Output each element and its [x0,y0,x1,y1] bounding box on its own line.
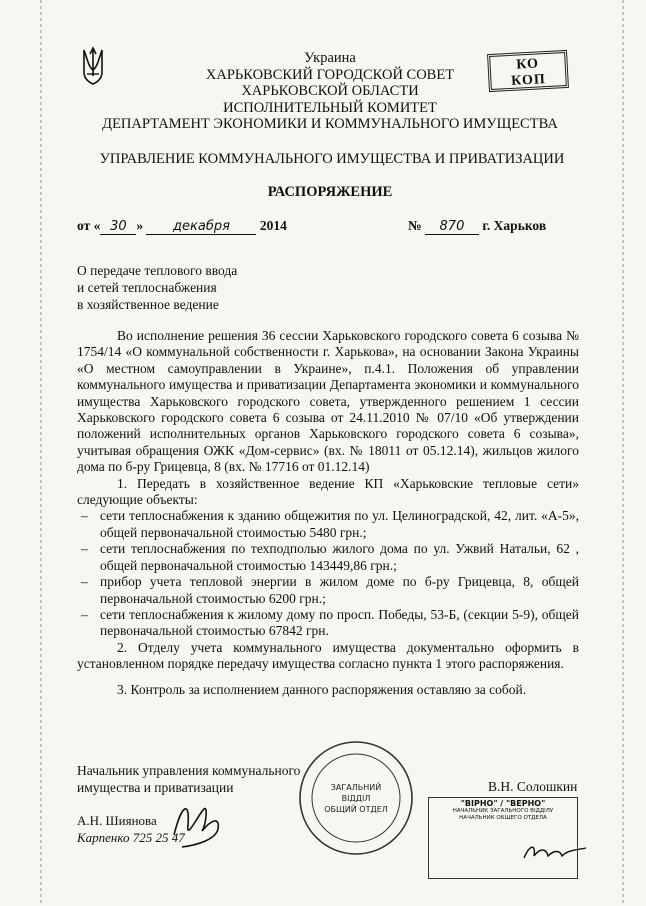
preamble-paragraph: Во исполнение решения 36 сессии Харьковского городского совета 6 созыва № 1754/14 «О коммунальной собственности г. Харькова», на основании Закона Украины «О местном самоуправлении в Украине», п.4.1. Положения об управлении коммунального имущества и приватизации Департамента экономики и коммунального имущества Харьковского городского совета, утвержденного решением 1 сессии Харьковского городского совета 6 созыва от 24.11.2010 № 07/10 «Об утверждении положений исполнительных органов Харьковского городского совета 6 созыва», учитывая обращения ОЖК «Дом-сервис» (вх. № 18011 от 05.12.14), жильцов жилого дома по б-ру Грицевца, 8 (вх. № 17716 от 01.12.14) [77,328,579,475]
committee-name: ИСПОЛНИТЕЛЬНЫЙ КОМИТЕТ [223,99,437,116]
list-item: – сети теплоснабжения к жилому дому по просп. Победы, 53-Б, (секции 5-9), общей первоначальной стоимостью 67842 грн. [77,607,579,640]
certified-copy-title: "ВІРНО" / "ВЕРНО" [460,799,546,808]
round-stamp-line3: ОБЩИЙ ОТДЕЛ [324,805,388,814]
department-name: ДЕПАРТАМЕНТ ЭКОНОМИКИ И КОММУНАЛЬНОГО ИМУЩЕСТВА [102,116,558,132]
number-line [408,218,546,235]
date-line [77,218,287,235]
signatory-position [77,762,300,796]
country: Украина [304,50,356,66]
round-stamp-line1: ЗАГАЛЬНИЙ [330,783,382,792]
list-item: – сети теплоснабжения к зданию общежития по ул. Целиноградской, 42, лит. «А-5», общей первоначальной стоимостью 5480 грн.; [77,508,579,541]
number-prefix: № [408,218,422,233]
region-name: ХАРЬКОВСКОЙ ОБЛАСТИ [241,83,419,99]
letterhead [80,50,580,133]
subject-line: и сетей теплоснабжения [77,280,217,295]
list-item: – сети теплоснабжения по техподполью жилого дома по ул. Ужвий Натальи, 62 , общей первоначальной стоимостью 143449,86 грн.; [77,541,579,574]
document-title: РАСПОРЯЖЕНИЕ [267,184,393,200]
corner-stamp-line2: КОП [510,72,547,89]
round-stamp-line2: ВІДДІЛ [341,794,371,803]
document-body [77,328,579,698]
scan-fold-line-right [622,0,624,906]
date-year: 2014 [259,218,287,233]
subject-line: в хозяйственное ведение [77,297,219,312]
date-month: декабря [146,219,256,235]
handwritten-signature [168,795,228,855]
point-2: 2. Отделу учета коммунального имущества документально оформить в установленном порядке передачу имущества согласно пункта 1 этого распоряжения. [77,639,579,672]
objects-list [77,508,579,639]
executor-name: А.Н. Шиянова [77,813,157,828]
city: г. Харьков [482,218,547,233]
corner-stamp-line1: КО [515,56,540,73]
council-name: ХАРЬКОВСКИЙ ГОРОДСКОЙ СОВЕТ [205,66,455,83]
certified-copy-line1: НАЧАЛЬНИК ЗАГАЛЬНОГО ВІДДІЛУ [452,807,554,814]
date-mid: » [136,218,144,233]
subject-line: О передаче теплового ввода [77,263,238,278]
date-prefix: от « [77,218,101,233]
signatory-name: В.Н. Солошкин [488,779,578,794]
document-number: 870 [425,219,479,235]
position-line: Начальник управления коммунального [77,763,301,778]
certified-copy-line2: НАЧАЛЬНИК ОБЩЕГО ОТДЕЛА [459,815,547,821]
handwritten-signature [520,838,590,868]
executor-phone: Карпенко 725 25 47 [77,830,185,845]
subject-block [77,262,237,313]
scan-fold-line-left [40,0,42,906]
date-day: 30 [100,219,136,235]
position-line: имущества и приватизации [77,780,234,795]
point-3: 3. Контроль за исполнением данного распоряжения оставляю за собой. [117,681,527,697]
point-1: 1. Передать в хозяйственное ведение КП «Харьковские тепловые сети» следующие объекты: [77,475,579,508]
round-stamp [296,738,416,858]
office-name: УПРАВЛЕНИЕ КОММУНАЛЬНОГО ИМУЩЕСТВА И ПРИВАТИЗАЦИИ [99,151,565,167]
list-item: – прибор учета тепловой энергии в жилом доме по б-ру Грицевца, 8, общей первоначальной стоимостью 6200 грн.; [77,574,579,607]
